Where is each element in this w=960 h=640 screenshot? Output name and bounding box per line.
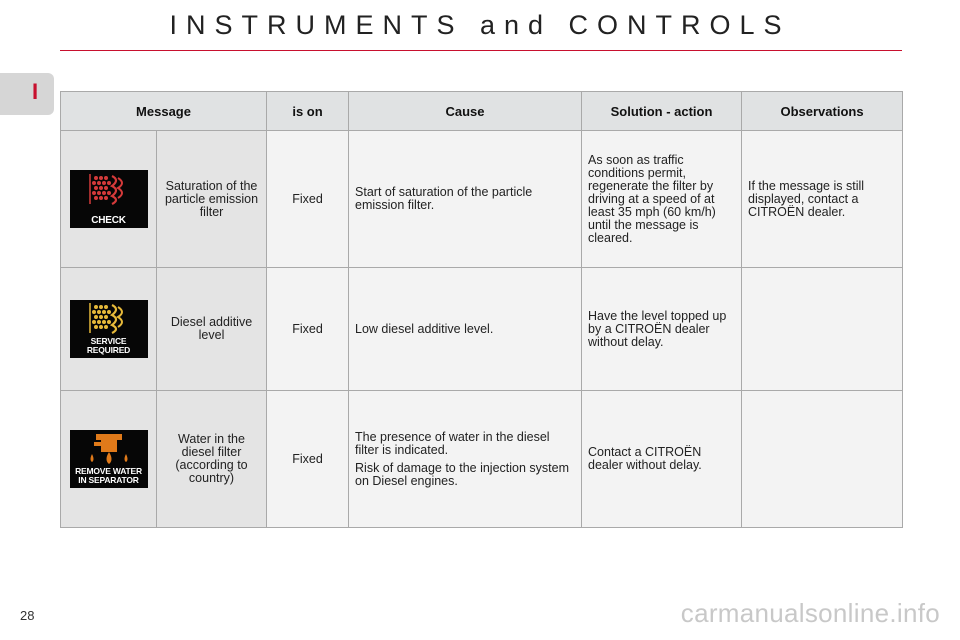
is-on-value: Fixed [267,391,349,528]
cause-text: Risk of damage to the injection system on Diesel engines. [355,460,570,488]
message-name: Diesel additive level [157,268,267,391]
table-row [61,131,903,268]
message-name: Water in the diesel filter (according to country) [157,391,267,528]
header-cause: Cause [349,92,582,131]
icon-label-line2: REQUIRED [86,345,131,355]
header-is-on: is on [267,92,349,131]
particle-filter-service-icon [70,300,148,358]
solution-cell: Have the level topped up by a CITROËN dealer without delay. [582,268,742,391]
icon-cell [61,131,157,268]
page-title: INSTRUMENTS and CONTROLS [169,10,791,40]
icon-cell [61,391,157,528]
message-name: Saturation of the particle emission filter [157,131,267,268]
icon-label-line1: REMOVE WATER [75,466,142,476]
cause-text: Low diesel additive level. [355,321,494,336]
table-row [61,391,903,528]
page-number: 28 [20,608,35,623]
is-on-value: Fixed [267,268,349,391]
icon-label [70,337,148,355]
solution-cell: As soon as traffic conditions permit, regenerate the filter by driving at a speed of at least 35 mph (60 km/h) until the message is cleared. [582,131,742,268]
icon-label-line2: IN SEPARATOR [78,475,139,485]
table-header-row [61,92,903,131]
header-message: Message [61,92,267,131]
icon-label: CHECK [91,215,126,226]
water-in-diesel-icon [70,430,148,488]
cause-cell [349,131,582,268]
solution-cell: Contact a CITROËN dealer without delay. [582,391,742,528]
site-watermark: carmanualsonline.info [680,598,940,628]
particle-filter-check-icon [70,170,148,228]
cause-text: The presence of water in the diesel filter is indicated. [355,429,550,457]
icon-cell [61,268,157,391]
chapter-tab[interactable] [0,73,54,115]
table-row [61,268,903,391]
observations-cell [742,268,903,391]
is-on-value: Fixed [267,131,349,268]
observations-cell [742,391,903,528]
observations-cell: If the message is still displayed, contact a CITROËN dealer. [742,131,903,268]
cause-cell [349,268,582,391]
header-observations: Observations [742,92,903,131]
warning-messages-table [60,91,903,528]
chapter-label: I [32,79,39,104]
cause-text: Start of saturation of the particle emission filter. [355,185,533,212]
title-divider [60,50,902,51]
icon-label [70,467,148,485]
header-solution: Solution - action [582,92,742,131]
icon-label-line1: SERVICE [90,336,127,346]
cause-cell [349,391,582,528]
